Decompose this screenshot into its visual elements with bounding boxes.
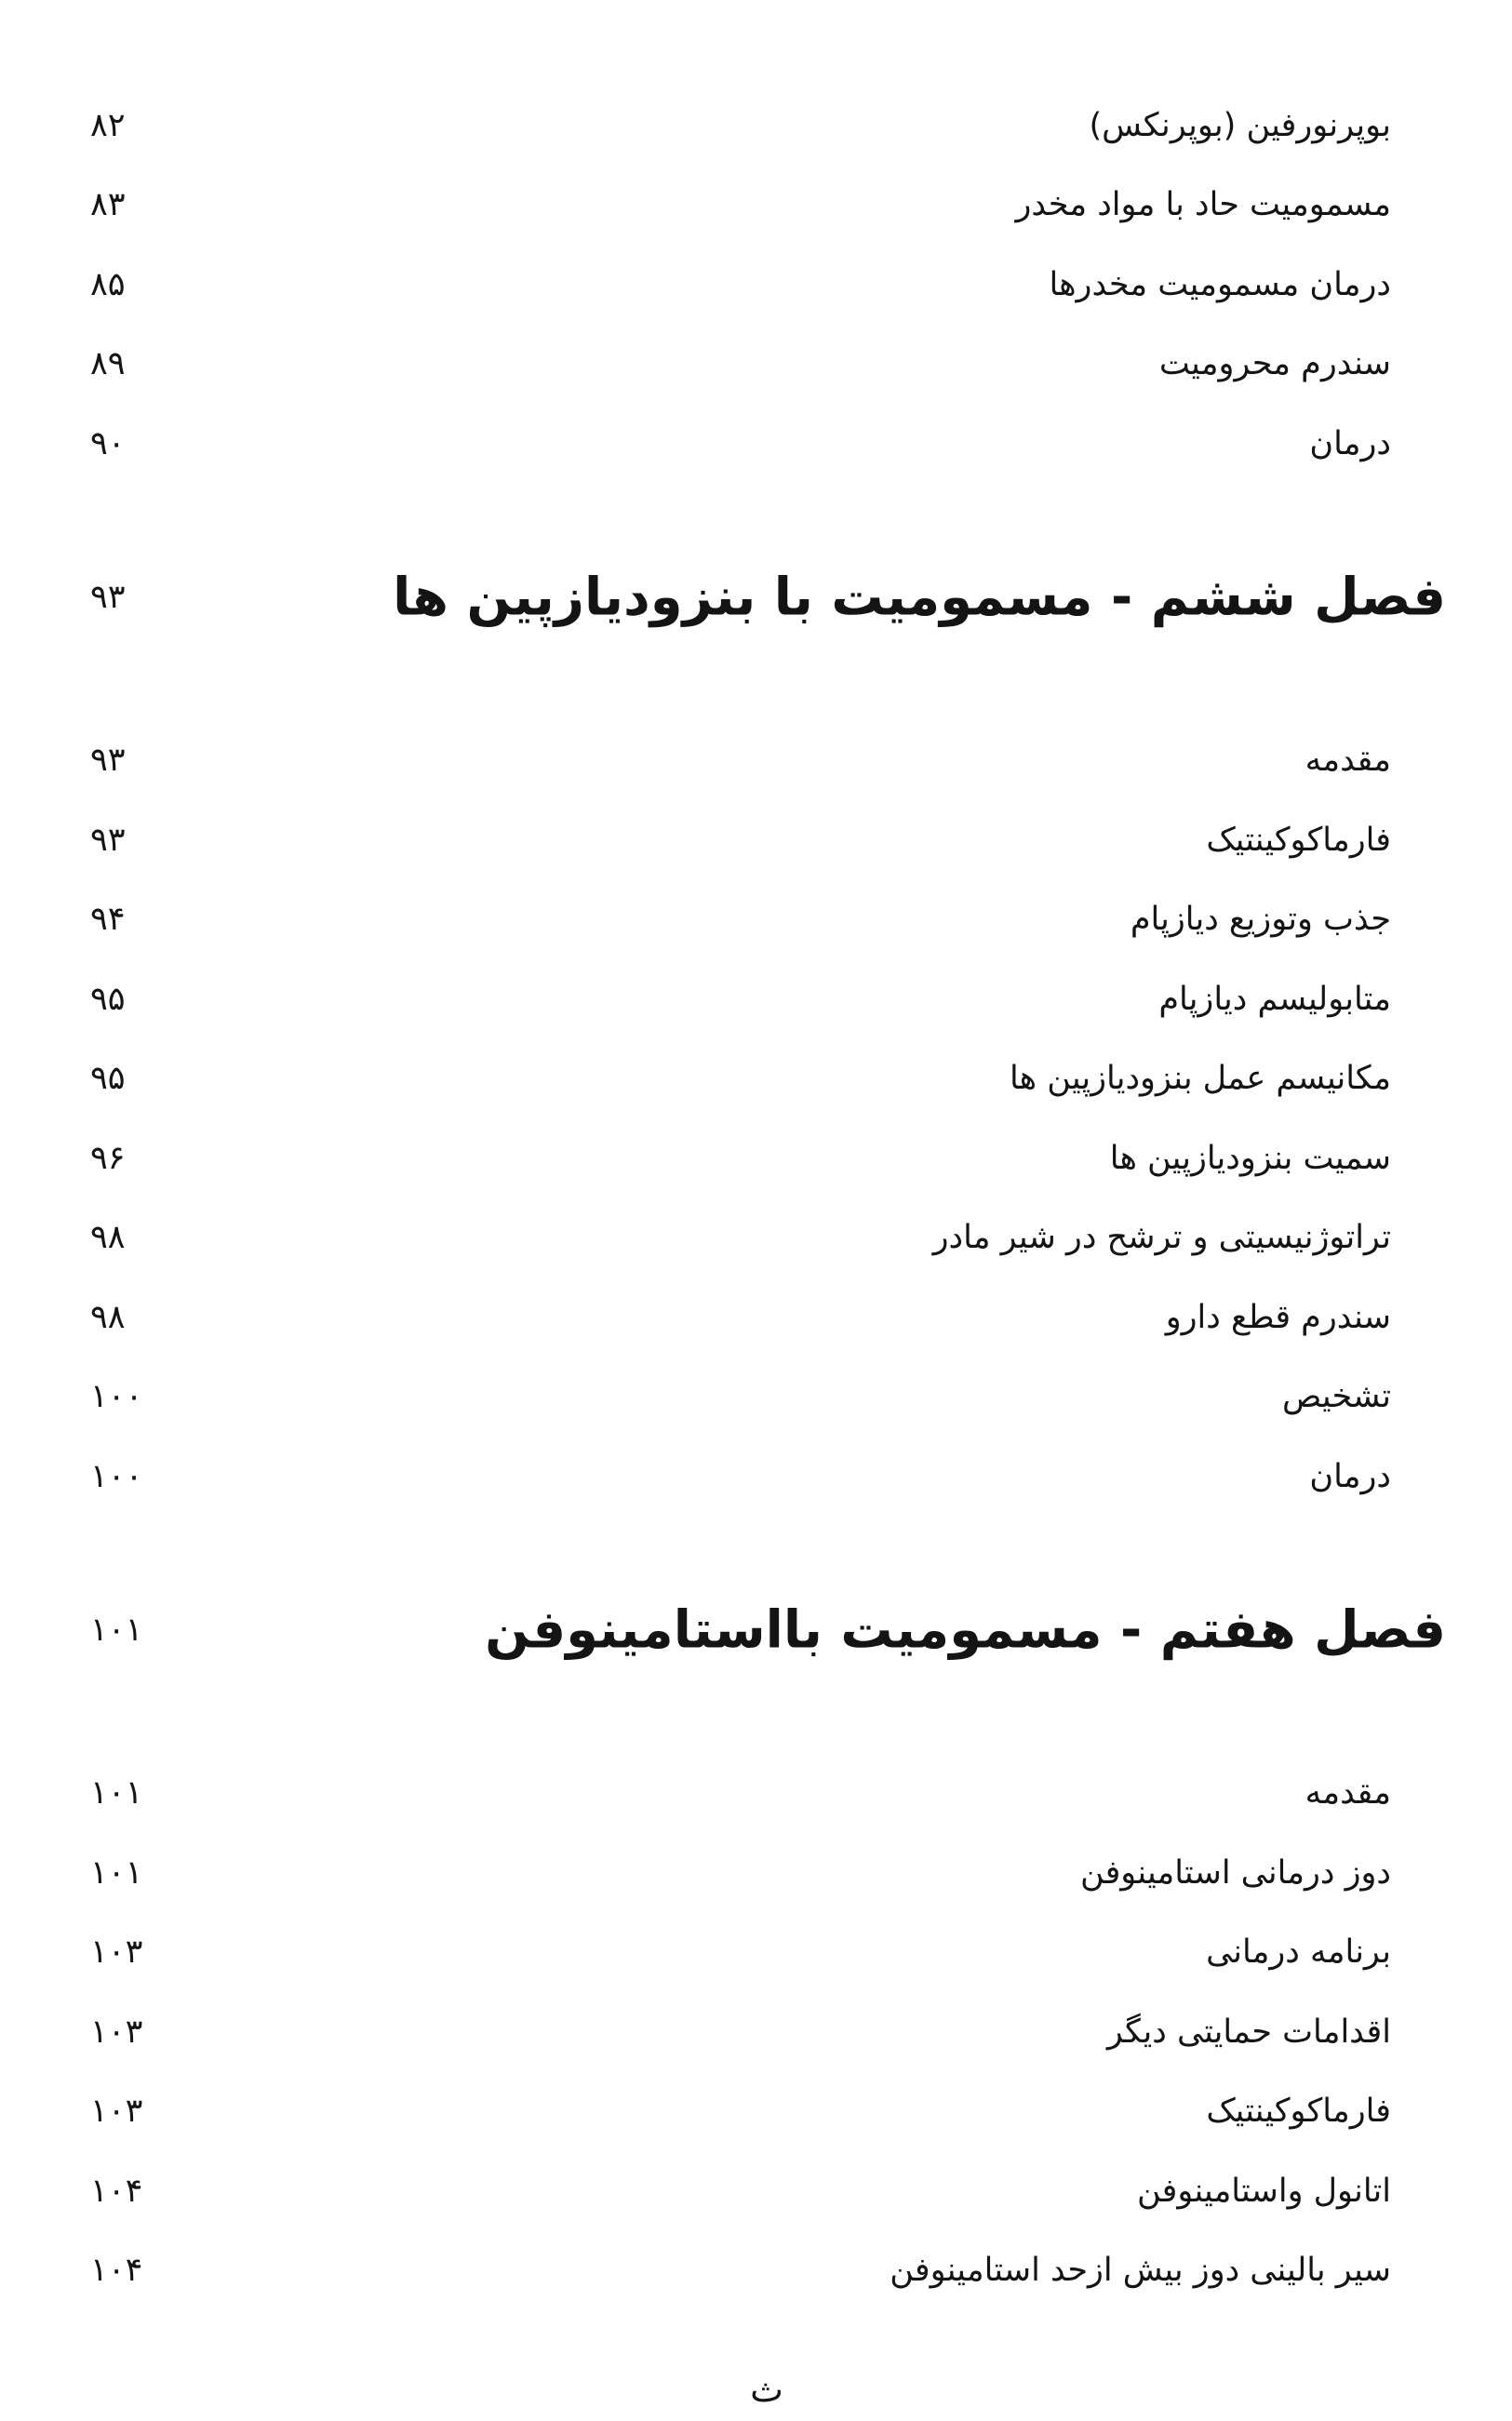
toc-entry-page: ۹۵ <box>90 980 126 1018</box>
toc-entry <box>0 1833 1512 1913</box>
toc-entry <box>0 166 1512 246</box>
toc-entry <box>0 1277 1512 1358</box>
chapter-7-entries <box>0 1754 1512 2311</box>
toc-entry-title: فارماکوکینتیک <box>1206 2093 1391 2131</box>
toc-entry-title: متابولیسم دیازپام <box>1158 980 1391 1018</box>
toc-entry-page: ۸۵ <box>90 265 126 303</box>
toc-entry-title: بوپرنورفین (بوپرنکس) <box>1089 106 1391 144</box>
chapter-title: فصل ششم - مسمومیت با بنزودیازپین ها <box>393 566 1446 627</box>
toc-entry-page: ۱۰۳ <box>90 2093 143 2131</box>
page-number-letter: ث <box>750 2369 783 2410</box>
toc-entry-title: مقدمه <box>1305 1774 1391 1812</box>
toc-entry-title: اتانول واستامینوفن <box>1136 2172 1391 2210</box>
toc-entry <box>0 404 1512 484</box>
chapter-heading-7 <box>0 1584 1512 1677</box>
toc-entry-page: ۹۳ <box>90 821 126 859</box>
toc-entry-page: ۸۲ <box>90 106 126 144</box>
toc-entry-page: ۹۰ <box>90 424 126 462</box>
toc-entry-title: جذب وتوزیع دیازپام <box>1130 901 1391 939</box>
toc-entry-title: مسمومیت حاد با مواد مخدر <box>1015 186 1391 224</box>
toc-entry-page: ۱۰۱ <box>90 1853 143 1892</box>
toc-entry-page: ۹۵ <box>90 1060 126 1098</box>
toc-entry-title: سندرم قطع دارو <box>1165 1298 1391 1336</box>
continued-entries <box>0 86 1512 484</box>
chapter-page: ۹۳ <box>90 578 126 616</box>
toc-entry-title: اقدامات حمایتی دیگر <box>1106 2013 1391 2051</box>
toc-entry <box>0 1913 1512 1993</box>
toc-entry-page: ۱۰۰ <box>90 1457 143 1495</box>
toc-entry-page: ۱۰۴ <box>90 2252 143 2290</box>
toc-entry <box>0 1754 1512 1834</box>
chapter-page: ۱۰۱ <box>90 1611 143 1649</box>
chapter-heading-6 <box>0 551 1512 644</box>
toc-entry-title: فارماکوکینتیک <box>1206 821 1391 859</box>
toc-entry-title: دوز درمانی استامینوفن <box>1079 1853 1391 1892</box>
toc-entry <box>0 1118 1512 1198</box>
toc-entry-title: سیر بالینی دوز بیش ازحد استامینوفن <box>890 2252 1391 2290</box>
chapter-title: فصل هفتم - مسمومیت بااستامینوفن <box>485 1598 1446 1660</box>
toc-entry <box>0 2231 1512 2311</box>
toc-entry-title: مقدمه <box>1305 742 1391 780</box>
toc-entry <box>0 1198 1512 1278</box>
toc-entry-title: درمان <box>1309 1457 1391 1495</box>
toc-entry <box>0 245 1512 325</box>
toc-entry <box>0 721 1512 801</box>
toc-entry-page: ۱۰۰ <box>90 1378 143 1416</box>
toc-entry <box>0 800 1512 880</box>
toc-entry-page: ۱۰۱ <box>90 1774 143 1812</box>
toc-entry <box>0 1437 1512 1517</box>
toc-entry-title: مکانیسم عمل بنزودیازپین ها <box>1009 1060 1391 1098</box>
toc-entry-page: ۱۰۳ <box>90 1933 143 1972</box>
toc-entry-title: سندرم محرومیت <box>1158 345 1391 383</box>
toc-entry-page: ۱۰۴ <box>90 2172 143 2210</box>
toc-entry-title: تشخیص <box>1282 1378 1391 1416</box>
toc-entry-title: برنامه درمانی <box>1206 1933 1391 1972</box>
toc-entry <box>0 325 1512 405</box>
toc-entry-title: درمان <box>1309 424 1391 462</box>
chapter-6-entries <box>0 721 1512 1517</box>
toc-entry-page: ۱۰۳ <box>90 2013 143 2051</box>
toc-entry-page: ۹۶ <box>90 1139 126 1177</box>
toc-entry-page: ۸۳ <box>90 186 126 224</box>
toc-entry-page: ۸۹ <box>90 345 126 383</box>
toc-entry <box>0 2151 1512 2231</box>
toc-entry <box>0 2072 1512 2152</box>
toc-entry-page: ۹۸ <box>90 1298 126 1336</box>
toc-entry-page: ۹۳ <box>90 742 126 780</box>
toc-entry-title: تراتوژنیسیتی و ترشح در شیر مادر <box>932 1219 1391 1257</box>
toc-entry <box>0 1039 1512 1119</box>
toc-entry <box>0 880 1512 960</box>
toc-entry <box>0 959 1512 1039</box>
toc-entry-page: ۹۴ <box>90 901 126 939</box>
toc-entry <box>0 86 1512 166</box>
toc-entry-page: ۹۸ <box>90 1219 126 1257</box>
toc-entry-title: سمیت بنزودیازپین ها <box>1109 1139 1391 1177</box>
toc-entry <box>0 1992 1512 2072</box>
toc-entry-title: درمان مسمومیت مخدرها <box>1049 265 1391 303</box>
toc-entry <box>0 1358 1512 1438</box>
